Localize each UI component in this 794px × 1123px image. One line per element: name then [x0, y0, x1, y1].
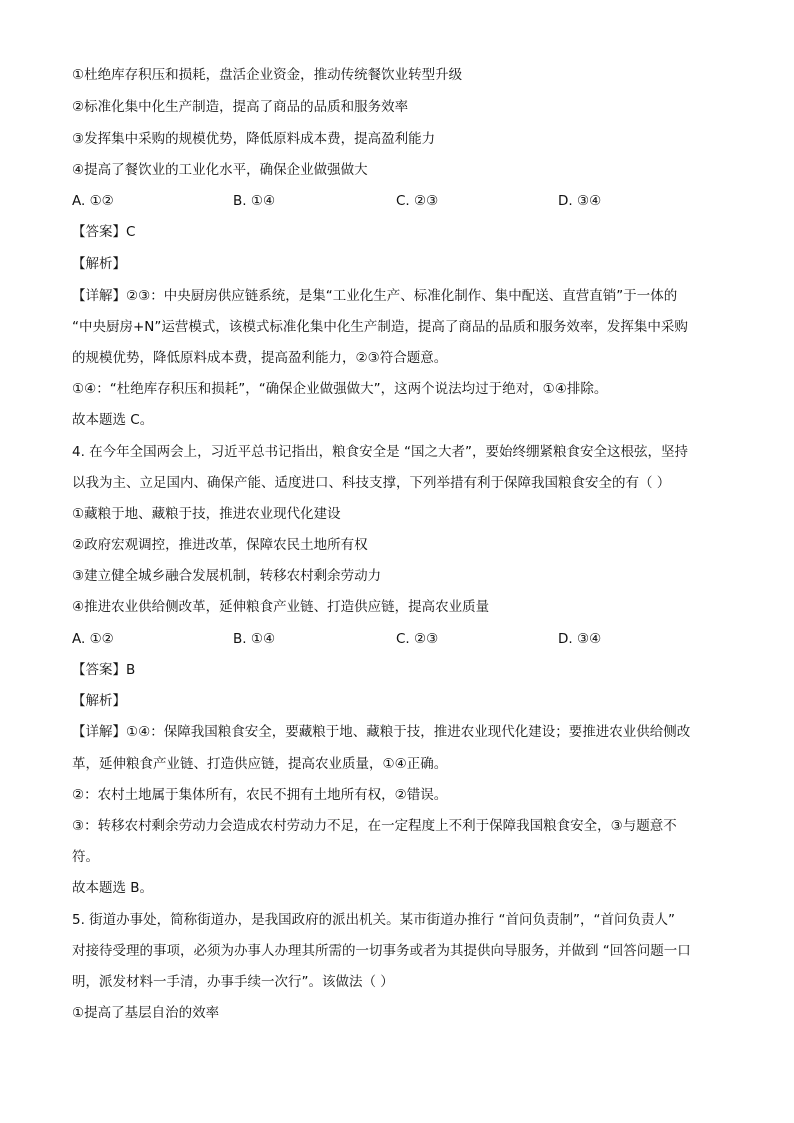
q3-detail-line-2: “中央厨房+N”运营模式，该模式标准化集中化生产制造，提高了商品的品质和服务效率，发挥集中采购: [72, 319, 688, 335]
q5-stem-line-3: 明，派发材料一手清，办事手续一次行”。该做法（ ）: [72, 974, 394, 990]
q4-option-b: B. ①④: [233, 631, 276, 647]
detail-label: 【详解】: [72, 724, 126, 740]
q4-detail-line-1: [72, 723, 690, 741]
answer-label: 【答案】: [72, 662, 126, 678]
q4-stem-line-2: 以我为主、立足国内、确保产能、适度进口、科技支撑，下列举措有利于保障我国粮食安全的有（ ）: [72, 475, 671, 491]
q4-conclusion: 故本题选 B。: [72, 880, 154, 896]
q4-stem-line-1: 4. 在今年全国两会上，习近平总书记指出，粮食安全是 “国之大者”，要始终绷紧粮食安全这根弦，坚持: [72, 444, 688, 460]
q4-option-c: C. ②③: [396, 631, 439, 647]
q3-answer: [72, 223, 135, 241]
q4-detail-line-2: 革，延伸粮食产业链、打造供应链，提高农业质量，①④正确。: [72, 756, 448, 772]
q4-option-d: D. ③④: [558, 631, 602, 647]
q3-detail-line-4: ①④：“杜绝库存积压和损耗”，“确保企业做强做大”，这两个说法均过于绝对，①④排除。: [72, 381, 608, 397]
q5-item-1: ①提高了基层自治的效率: [72, 1005, 220, 1021]
q3-item-2: ②标准化集中化生产制造，提高了商品的品质和服务效率: [72, 99, 409, 115]
q3-option-c: C. ②③: [396, 193, 439, 209]
q4-item-2: ②政府宏观调控，推进改革，保障农民土地所有权: [72, 537, 368, 553]
q4-answer: [72, 661, 135, 679]
q3-detail-line-3: 的规模优势，降低原料成本费，提高盈利能力，②③符合题意。: [72, 350, 448, 366]
q5-stem-line-2: 对接待受理的事项，必须为办事人办理其所需的一切事务或者为其提供向导服务，并做到 “回答问题一口: [72, 943, 691, 959]
q4-detail-line-3: ②：农村土地属于集体所有，农民不拥有土地所有权，②错误。: [72, 787, 448, 803]
q3-conclusion: 故本题选 C。: [72, 412, 154, 428]
answer-value: C: [126, 224, 136, 240]
q3-option-b: B. ①④: [233, 193, 276, 209]
detail-text: ①④：保障我国粮食安全，要藏粮于地、藏粮于技，推进农业现代化建设；要推进农业供给侧改: [126, 724, 691, 740]
q3-analysis-label: 【解析】: [72, 256, 126, 272]
q4-analysis-label: 【解析】: [72, 693, 126, 709]
q4-item-3: ③建立健全城乡融合发展机制，转移农村剩余劳动力: [72, 568, 382, 584]
q4-detail-line-4: ③：转移农村剩余劳动力会造成农村劳动力不足，在一定程度上不利于保障我国粮食安全，③与题意不: [72, 818, 677, 834]
q4-detail-line-5: 符。: [72, 849, 99, 865]
q3-item-3: ③发挥集中采购的规模优势，降低原料成本费，提高盈利能力: [72, 131, 436, 147]
detail-text: ②③：中央厨房供应链系统，是集“工业化生产、标准化制作、集中配送、直营直销”于一体的: [126, 288, 678, 304]
q4-item-1: ①藏粮于地、藏粮于技，推进农业现代化建设: [72, 506, 341, 522]
q5-stem-line-1: 5. 街道办事处，简称街道办，是我国政府的派出机关。某市街道办推行 “首问负责制”，“首问负责人”: [72, 912, 675, 928]
q3-option-d: D. ③④: [558, 193, 602, 209]
q4-item-4: ④推进农业供给侧改革，延伸粮食产业链、打造供应链，提高农业质量: [72, 599, 490, 615]
answer-label: 【答案】: [72, 224, 126, 240]
q4-option-a: A. ①②: [72, 631, 114, 647]
q3-detail-line-1: [72, 287, 677, 305]
q3-item-4: ④提高了餐饮业的工业化水平，确保企业做强做大: [72, 162, 368, 178]
detail-label: 【详解】: [72, 288, 126, 304]
q3-option-a: A. ①②: [72, 193, 114, 209]
q3-item-1: ①杜绝库存积压和损耗，盘活企业资金，推动传统餐饮业转型升级: [72, 67, 463, 83]
answer-value: B: [126, 662, 136, 678]
